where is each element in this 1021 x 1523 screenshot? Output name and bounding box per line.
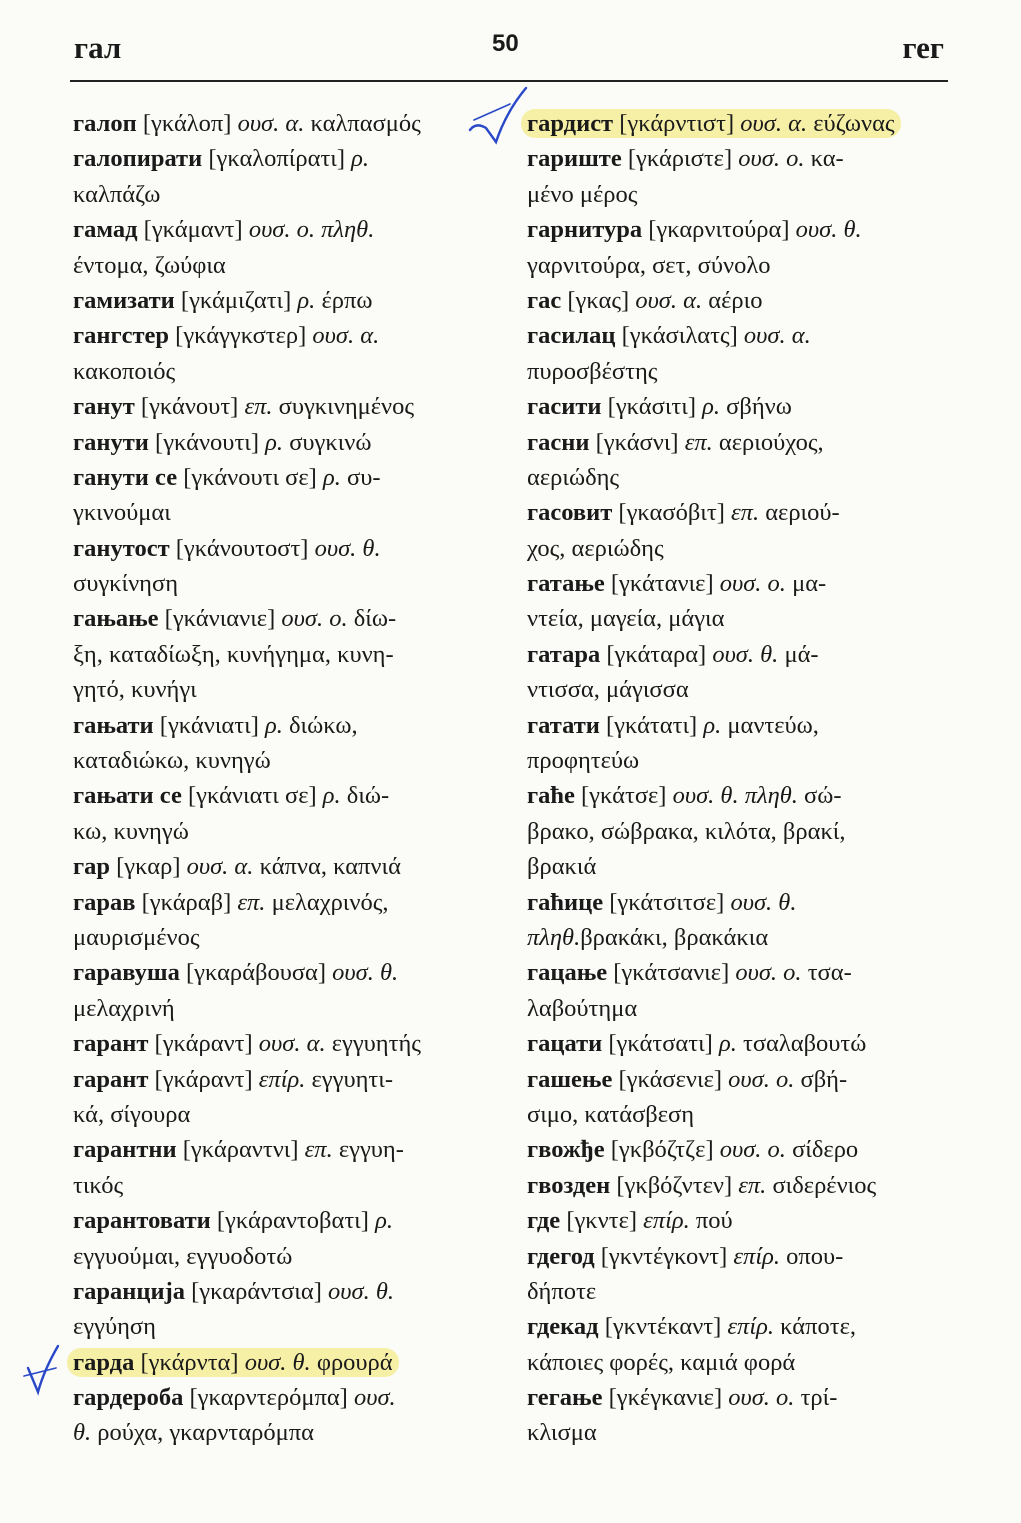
entry-line bbox=[527, 460, 955, 495]
entry-text: [γκαλοπίρατι] bbox=[202, 145, 352, 173]
entry-text: [γκβόζτζε] bbox=[604, 1136, 720, 1164]
entry-text: εγγυη- bbox=[332, 1136, 404, 1164]
entry-text: [γκάτσατι] bbox=[602, 1030, 719, 1058]
entry-text: [γκαρνιτούρα] bbox=[642, 216, 796, 244]
grammar-abbrev: επ. bbox=[244, 393, 273, 421]
entry-text: κά, σίγουρα bbox=[73, 1100, 191, 1128]
entry-text: μαντεύω, bbox=[721, 711, 819, 739]
headword: гатара bbox=[527, 640, 601, 668]
grammar-abbrev: ουσ. α. bbox=[740, 110, 808, 137]
entry-text: αεριού- bbox=[759, 499, 840, 527]
entry-text: λαβούτημα bbox=[527, 994, 638, 1022]
entry-text: εγγύηση bbox=[73, 1313, 156, 1341]
grammar-abbrev: ουσ. ο. bbox=[719, 1136, 786, 1164]
entry-text: [γκάταρα] bbox=[600, 640, 713, 668]
headword: гаћице bbox=[527, 888, 604, 916]
grammar-abbrev: ρ. bbox=[264, 711, 283, 739]
entry-text: [γκάνουτοστ] bbox=[169, 534, 315, 562]
entry-text: ντεία, μαγεία, μάγια bbox=[527, 605, 725, 633]
check-mark-icon bbox=[18, 1342, 68, 1402]
entry-line bbox=[527, 637, 955, 672]
entry-line bbox=[527, 1239, 955, 1274]
entry-text: καλπασμός bbox=[304, 110, 421, 137]
entry-line bbox=[73, 1274, 498, 1309]
entry-text: σιμο, κατάσβεση bbox=[527, 1100, 695, 1128]
entry-text: σβή- bbox=[794, 1065, 848, 1093]
entry-text: έντομα, ζωύφια bbox=[73, 251, 226, 279]
entry-text: [γκάρντιστ] bbox=[613, 110, 741, 137]
entry-text: [γκάρντα] bbox=[134, 1348, 245, 1376]
headword: гас bbox=[527, 286, 562, 314]
entry-text: κάποιες φορές, καμιά φορά bbox=[527, 1348, 796, 1376]
headword: гамизати bbox=[73, 286, 175, 314]
entry-line bbox=[73, 248, 498, 283]
entry-text: τσα- bbox=[801, 959, 852, 987]
headword: гацање bbox=[527, 959, 608, 987]
grammar-abbrev: επ. bbox=[731, 499, 760, 527]
entry-line bbox=[527, 283, 955, 318]
entry-text: [γκαράβουσα] bbox=[179, 959, 333, 987]
entry-line bbox=[73, 425, 498, 460]
grammar-abbrev: ουσ. bbox=[353, 1384, 396, 1412]
entry-text: [γκάραντνι] bbox=[176, 1136, 305, 1164]
check-mark-icon bbox=[462, 82, 532, 157]
entry-line bbox=[73, 1062, 498, 1097]
entry-text: [γκντέκαντ] bbox=[598, 1313, 728, 1341]
page-number: 50 bbox=[492, 30, 519, 57]
entry-text: εύζωνας bbox=[807, 110, 895, 137]
grammar-abbrev: επίρ. bbox=[258, 1065, 306, 1093]
entry-line bbox=[73, 1309, 498, 1344]
entry-text: συ- bbox=[340, 463, 381, 491]
entry-text: [γκάτανιε] bbox=[604, 570, 720, 598]
entry-text: μελαχρινή bbox=[73, 994, 175, 1022]
entry-line bbox=[73, 1345, 498, 1380]
entry-text: [γκάσενιε] bbox=[612, 1065, 729, 1093]
entry-line bbox=[73, 672, 498, 707]
entry-text: φρουρά bbox=[310, 1348, 393, 1376]
highlighted-entry bbox=[521, 109, 901, 138]
headword: гаранција bbox=[73, 1277, 186, 1305]
entry-text: τρί- bbox=[794, 1384, 838, 1412]
entry-line bbox=[527, 743, 955, 778]
entry-text: ντισσα, μάγισσα bbox=[527, 676, 689, 704]
entry-line bbox=[527, 920, 955, 955]
entry-text: [γκάραβ] bbox=[135, 888, 238, 916]
headword: гвожђе bbox=[527, 1136, 605, 1164]
entry-text: πού bbox=[689, 1207, 733, 1235]
entry-text: [γκβόζντεν] bbox=[610, 1171, 739, 1199]
entry-line bbox=[527, 955, 955, 990]
entry-line bbox=[527, 778, 955, 813]
entry-line bbox=[527, 1274, 955, 1309]
entry-text: γκινούμαι bbox=[73, 499, 171, 527]
headword: гањати bbox=[73, 711, 154, 739]
entry-line bbox=[527, 531, 955, 566]
grammar-abbrev: ρ. bbox=[375, 1207, 393, 1235]
entry-text: συγκινημένος bbox=[272, 393, 415, 421]
entry-line bbox=[527, 1062, 955, 1097]
entry-text: διώκω, bbox=[282, 711, 358, 739]
entry-text: [γκάσιτι] bbox=[601, 393, 703, 421]
entry-line bbox=[527, 1345, 955, 1380]
entry-text: χος, αεριώδης bbox=[527, 534, 664, 562]
headword: гардист bbox=[527, 110, 614, 137]
entry-text: [γκάγγκστερ] bbox=[169, 322, 313, 350]
headword: гарант bbox=[73, 1030, 149, 1058]
entry-line bbox=[73, 460, 498, 495]
entry-line bbox=[527, 566, 955, 601]
entry-line bbox=[527, 601, 955, 636]
entry-line bbox=[73, 531, 498, 566]
entry-line bbox=[73, 601, 498, 636]
grammar-abbrev: ουσ. θ. bbox=[244, 1348, 311, 1376]
headword: гарантовати bbox=[73, 1207, 211, 1235]
entry-line bbox=[73, 778, 498, 813]
entry-line bbox=[73, 955, 498, 990]
grammar-abbrev: ουσ. θ. bbox=[712, 640, 779, 668]
headword: гасовит bbox=[527, 499, 613, 527]
entry-line bbox=[527, 212, 955, 247]
entry-text: μά- bbox=[778, 640, 819, 668]
grammar-abbrev: ουσ. ο. bbox=[728, 1065, 795, 1093]
grammar-abbrev: ουσ. α. bbox=[186, 853, 254, 881]
entry-text: κω, κυνηγώ bbox=[73, 817, 189, 845]
entry-text: κα- bbox=[804, 145, 844, 173]
entry-text: καταδιώκω, κυνηγώ bbox=[73, 747, 271, 775]
left-column bbox=[73, 106, 498, 1451]
headword: ганутост bbox=[73, 534, 170, 562]
entry-text: συγκίνηση bbox=[73, 570, 179, 598]
entry-line bbox=[527, 1132, 955, 1167]
headword: гањање bbox=[73, 605, 159, 633]
headword: гаравуша bbox=[73, 959, 180, 987]
entry-line bbox=[73, 708, 498, 743]
entry-line bbox=[73, 1097, 498, 1132]
entry-line bbox=[73, 495, 498, 530]
entry-line bbox=[527, 177, 955, 212]
entry-text: κάποτε, bbox=[774, 1313, 857, 1341]
headword: ганути се bbox=[73, 463, 178, 491]
headword: гарант bbox=[73, 1065, 149, 1093]
entry-line bbox=[73, 1026, 498, 1061]
entry-line bbox=[527, 1097, 955, 1132]
entry-text: διώ- bbox=[340, 782, 390, 810]
entry-text: τικός bbox=[73, 1171, 124, 1199]
entry-text: [γκαρ] bbox=[110, 853, 187, 881]
entry-line bbox=[527, 495, 955, 530]
entry-text: πυροσβέστης bbox=[527, 357, 658, 385]
entry-line bbox=[527, 1168, 955, 1203]
entry-line bbox=[73, 920, 498, 955]
entry-text: [γκάσνι] bbox=[589, 428, 685, 456]
entry-text: [γκάνουτι] bbox=[148, 428, 266, 456]
entry-text: κλισμα bbox=[527, 1419, 597, 1447]
grammar-abbrev: ρ. bbox=[322, 463, 341, 491]
headword: гасилац bbox=[527, 322, 616, 350]
entry-text: μαυρισμένος bbox=[73, 923, 200, 951]
headword: галоп bbox=[73, 110, 137, 137]
entry-text: αεριώδης bbox=[527, 463, 620, 491]
entry-text: ξη, καταδίωξη, κυνήγημα, κυνη- bbox=[73, 640, 394, 668]
entry-text: μα- bbox=[785, 570, 827, 598]
entry-text: [γκαρντερόμπα] bbox=[183, 1384, 354, 1412]
grammar-abbrev: ουσ. α. bbox=[237, 110, 305, 137]
grammar-abbrev: επ. bbox=[738, 1171, 767, 1199]
entry-text: [γκασόβιτ] bbox=[612, 499, 732, 527]
entry-line bbox=[73, 1203, 498, 1238]
entry-text: γητό, κυνήγι bbox=[73, 676, 197, 704]
headword: где bbox=[527, 1207, 561, 1235]
grammar-abbrev: ουσ. α. bbox=[635, 286, 703, 314]
headword: гегање bbox=[527, 1384, 603, 1412]
entry-text: [γκας] bbox=[561, 286, 636, 314]
entry-line bbox=[527, 248, 955, 283]
entry-text: σβήνω bbox=[720, 393, 792, 421]
entry-line bbox=[527, 106, 955, 141]
entry-text: οπου- bbox=[780, 1242, 844, 1270]
entry-line bbox=[73, 885, 498, 920]
headword: гатање bbox=[527, 570, 605, 598]
grammar-abbrev: ρ. bbox=[297, 286, 316, 314]
grammar-abbrev: ουσ. θ. bbox=[328, 1277, 394, 1305]
entry-line bbox=[73, 849, 498, 884]
entry-text: [γκάνουτ] bbox=[134, 393, 245, 421]
entry-line bbox=[73, 1132, 498, 1167]
entry-text: [γκάραντ] bbox=[148, 1030, 259, 1058]
entry-line bbox=[527, 849, 955, 884]
entry-text: αέριο bbox=[702, 286, 763, 314]
header-right-guide-word: гег bbox=[902, 30, 944, 65]
grammar-abbrev: επίρ. bbox=[643, 1207, 690, 1235]
entry-line bbox=[527, 1380, 955, 1415]
entry-line bbox=[527, 991, 955, 1026]
entry-line bbox=[527, 1415, 955, 1450]
header-left-guide-word: гал bbox=[74, 30, 122, 65]
entry-line bbox=[73, 389, 498, 424]
entry-line bbox=[73, 141, 498, 176]
entry-text: [γκάραντ] bbox=[148, 1065, 259, 1093]
entry-line bbox=[527, 1309, 955, 1344]
grammar-abbrev: ουσ. ο. bbox=[719, 570, 786, 598]
entry-line bbox=[73, 318, 498, 353]
entry-text: [γκάνιανιε] bbox=[158, 605, 282, 633]
headword: гамад bbox=[73, 216, 138, 244]
grammar-abbrev: επίρ. bbox=[733, 1242, 781, 1270]
headword: гарда bbox=[73, 1348, 135, 1376]
entry-text: μελαχρινός, bbox=[265, 888, 389, 916]
grammar-abbrev: ουσ. θ. bbox=[314, 534, 381, 562]
entry-line bbox=[73, 743, 498, 778]
grammar-abbrev: ουσ. θ. πληθ. bbox=[672, 782, 798, 810]
grammar-abbrev: επ. bbox=[684, 428, 713, 456]
entry-line bbox=[527, 708, 955, 743]
entry-line bbox=[73, 1415, 498, 1450]
grammar-abbrev: θ. bbox=[73, 1419, 92, 1447]
grammar-abbrev: ουσ. ο. bbox=[738, 145, 805, 173]
entry-line bbox=[73, 1168, 498, 1203]
headword: ганути bbox=[73, 428, 149, 456]
grammar-abbrev: ουσ. α. bbox=[312, 322, 380, 350]
headword: гањати се bbox=[73, 782, 182, 810]
headword: гасни bbox=[527, 428, 590, 456]
entry-line bbox=[527, 389, 955, 424]
entry-text: σίδερο bbox=[785, 1136, 859, 1164]
entry-text: κακοποιός bbox=[73, 357, 176, 385]
entry-text: εγγυητι- bbox=[305, 1065, 393, 1093]
entry-text: μένο μέρος bbox=[527, 180, 638, 208]
grammar-abbrev: ουσ. ο. bbox=[735, 959, 802, 987]
entry-text: καλπάζω bbox=[73, 180, 161, 208]
entry-text: δήποτε bbox=[527, 1277, 597, 1305]
headword: гашење bbox=[527, 1065, 613, 1093]
grammar-abbrev: ουσ. θ. bbox=[332, 959, 399, 987]
entry-text: βρακάκι, βρακάκια bbox=[580, 923, 769, 951]
entry-text: [γκέγκανιε] bbox=[602, 1384, 729, 1412]
entry-text: [γκάραντοβατι] bbox=[210, 1207, 376, 1235]
entry-text: ρούχα, γκαρνταρόμπα bbox=[91, 1419, 314, 1447]
grammar-abbrev: ουσ. ο. bbox=[728, 1384, 795, 1412]
grammar-abbrev: ουσ. ο. bbox=[281, 605, 348, 633]
headword: гарантни bbox=[73, 1136, 177, 1164]
entry-text: [γκντε] bbox=[560, 1207, 644, 1235]
entry-text: βρακιά bbox=[527, 853, 597, 881]
headword: гариште bbox=[527, 145, 622, 173]
entry-text: δίω- bbox=[347, 605, 397, 633]
grammar-abbrev: ουσ. θ. bbox=[795, 216, 862, 244]
entry-text: [γκάνιατι] bbox=[153, 711, 265, 739]
entry-text: [γκάμιζατι] bbox=[174, 286, 298, 314]
entry-text: σιδερένιος bbox=[766, 1171, 877, 1199]
entry-text: [γκάνιατι σε] bbox=[181, 782, 323, 810]
entry-line bbox=[73, 1380, 498, 1415]
entry-line bbox=[527, 141, 955, 176]
entry-line bbox=[73, 177, 498, 212]
grammar-abbrev: ρ. bbox=[265, 428, 284, 456]
highlighted-entry bbox=[67, 1348, 399, 1377]
entry-text: βρακο, σώβρακα, κιλότα, βρακί, bbox=[527, 817, 846, 845]
headword: галопирати bbox=[73, 145, 203, 173]
grammar-abbrev: ρ. bbox=[703, 711, 722, 739]
entry-text: σώ- bbox=[797, 782, 842, 810]
entry-text: έρπω bbox=[315, 286, 373, 314]
grammar-abbrev: ουσ. ο. πληθ. bbox=[248, 216, 375, 244]
headword: гасити bbox=[527, 393, 602, 421]
grammar-abbrev: πληθ. bbox=[527, 923, 581, 951]
headword: гатати bbox=[527, 711, 600, 739]
entry-text: [γκάριστε] bbox=[621, 145, 739, 173]
entry-text: γαρνιτούρα, σετ, σύνολο bbox=[527, 251, 771, 279]
entry-text: [γκάτατι] bbox=[599, 711, 704, 739]
headword: гдекад bbox=[527, 1313, 599, 1341]
entry-text: [γκάτσανιε] bbox=[607, 959, 736, 987]
entry-line bbox=[527, 354, 955, 389]
entry-text: [γκντέγκοντ] bbox=[594, 1242, 734, 1270]
entry-line bbox=[73, 354, 498, 389]
entry-text: [γκάσιλατς] bbox=[615, 322, 744, 350]
entry-line bbox=[73, 283, 498, 318]
entry-text: αεριούχος, bbox=[712, 428, 824, 456]
entry-line bbox=[527, 885, 955, 920]
grammar-abbrev: ρ. bbox=[322, 782, 341, 810]
entry-text: [γκάτσιτσε] bbox=[603, 888, 731, 916]
headword: гаће bbox=[527, 782, 575, 810]
entry-line bbox=[527, 814, 955, 849]
headword: гар bbox=[73, 853, 111, 881]
entry-line bbox=[73, 1239, 498, 1274]
entry-text: κάπνα, καπνιά bbox=[253, 853, 401, 881]
grammar-abbrev: ρ. bbox=[718, 1030, 737, 1058]
grammar-abbrev: ουσ. α. bbox=[258, 1030, 326, 1058]
grammar-abbrev: ρ. bbox=[351, 145, 370, 173]
headword: гангстер bbox=[73, 322, 170, 350]
entry-line bbox=[73, 566, 498, 601]
headword: гарав bbox=[73, 888, 136, 916]
headword: гардероба bbox=[73, 1384, 184, 1412]
headword: ганут bbox=[73, 393, 135, 421]
right-column bbox=[527, 106, 955, 1451]
grammar-abbrev: επίρ. bbox=[727, 1313, 775, 1341]
grammar-abbrev: επ. bbox=[237, 888, 266, 916]
entry-text: [γκάτσε] bbox=[574, 782, 673, 810]
grammar-abbrev: ουσ. α. bbox=[743, 322, 811, 350]
grammar-abbrev: ουσ. θ. bbox=[730, 888, 797, 916]
entry-text: εγγυητής bbox=[325, 1030, 421, 1058]
entry-line bbox=[73, 106, 498, 141]
entry-line bbox=[527, 1203, 955, 1238]
headword: гарнитура bbox=[527, 216, 643, 244]
entry-line bbox=[527, 672, 955, 707]
entry-line bbox=[73, 814, 498, 849]
headword: гвозден bbox=[527, 1171, 611, 1199]
entry-text: τσαλαβουτώ bbox=[736, 1030, 867, 1058]
grammar-abbrev: ρ. bbox=[702, 393, 721, 421]
entry-text: συγκινώ bbox=[283, 428, 372, 456]
headword: гацати bbox=[527, 1030, 603, 1058]
entry-text: εγγυούμαι, εγγυοδοτώ bbox=[73, 1242, 293, 1270]
entry-line bbox=[73, 991, 498, 1026]
entry-line bbox=[527, 425, 955, 460]
entry-text: [γκαράντσια] bbox=[185, 1277, 328, 1305]
entry-line bbox=[527, 1026, 955, 1061]
entry-text: προφητεύω bbox=[527, 747, 640, 775]
entry-text: [γκάνουτι σε] bbox=[177, 463, 323, 491]
entry-text: [γκάλοπ] bbox=[136, 110, 238, 137]
entry-line bbox=[527, 318, 955, 353]
entry-line bbox=[73, 212, 498, 247]
entry-text: [γκάμαντ] bbox=[137, 216, 249, 244]
headword: гдегод bbox=[527, 1242, 595, 1270]
grammar-abbrev: επ. bbox=[304, 1136, 333, 1164]
entry-line bbox=[73, 637, 498, 672]
